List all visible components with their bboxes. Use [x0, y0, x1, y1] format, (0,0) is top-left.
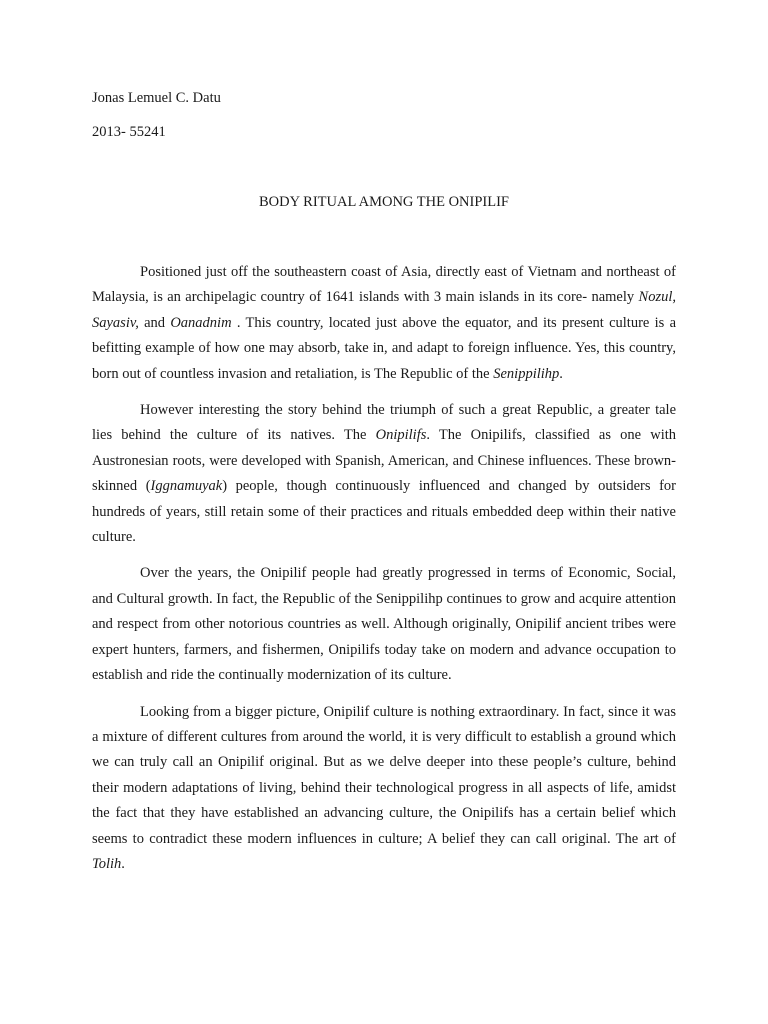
italic-term: Oanadnim	[170, 314, 232, 331]
author-name: Jonas Lemuel C. Datu	[92, 90, 221, 106]
italic-term: Nozul, Sayasiv,	[92, 289, 676, 331]
italic-term: Iggnamuyak	[150, 478, 223, 495]
paragraph-4	[92, 700, 676, 878]
paragraph-text: . This country, located just above the equator, and its present culture is a befitting example of how one may absorb, take in, and adapt to foreign influence. Yes, this country, born out of countless invasion and retaliation, is The Republic of the	[92, 314, 676, 382]
paragraph-text: .	[559, 365, 563, 382]
paragraph-text: However interesting the story behind the triumph of such a great Republic, a greater tale lies behind the culture of its natives. The	[92, 402, 676, 444]
document-title: BODY RITUAL AMONG THE ONIPILIF	[259, 194, 509, 210]
paragraph-1	[92, 260, 676, 387]
paragraph-text: .	[121, 855, 125, 872]
italic-term: Senippilihp	[493, 365, 560, 382]
italic-term: Onipilifs	[375, 427, 427, 444]
paragraph-text: ) people, though continuously influenced and changed by outsiders for hundreds of years, still retain some of their practices and rituals embedded deep within their native culture.	[92, 478, 677, 546]
paragraph-text: Positioned just off the southeastern coast of Asia, directly east of Vietnam and northeast of Malaysia, is an archipelagic country of 1641 islands with 3 main islands in its core- namely	[92, 264, 676, 306]
paragraph-3	[92, 561, 676, 688]
document-body	[92, 260, 676, 888]
italic-term: Tolih	[92, 855, 122, 872]
student-id: 2013- 55241	[92, 124, 166, 140]
paragraph-text: . The Onipilifs, classified as one with Austronesian roots, were developed with Spanish, American, and Chinese influences. These brown- skinned (	[92, 427, 677, 495]
paragraph-text: Over the years, the Onipilif people had greatly progressed in terms of Economic, Social, and Cultural growth. In fact, the Republic of the Senippilihp continues to grow and acquire attention and respect from other notorious countries as well. Although originally, Onipilif ancient tribes were expert hunters, farmers, and fishermen, Onipilifs today take on modern and advance occupation to establish and ride the continually modernization of its culture.	[92, 565, 676, 684]
paragraph-text: Looking from a bigger picture, Onipilif culture is nothing extraordinary. In fact, since it was a mixture of different cultures from around the world, it is very difficult to establish a ground which we can truly call an Onipilif original. But as we delve deeper into these people’s culture, behind their modern adaptations of living, behind their technological progress in all aspects of life, amidst the fact that they have established an advancing culture, the Onipilifs has a certain belief which seems to contradict these modern influences in culture; A belief they can call original. The art of	[92, 703, 676, 847]
paragraph-text: and	[138, 314, 171, 331]
paragraph-2	[92, 398, 676, 550]
